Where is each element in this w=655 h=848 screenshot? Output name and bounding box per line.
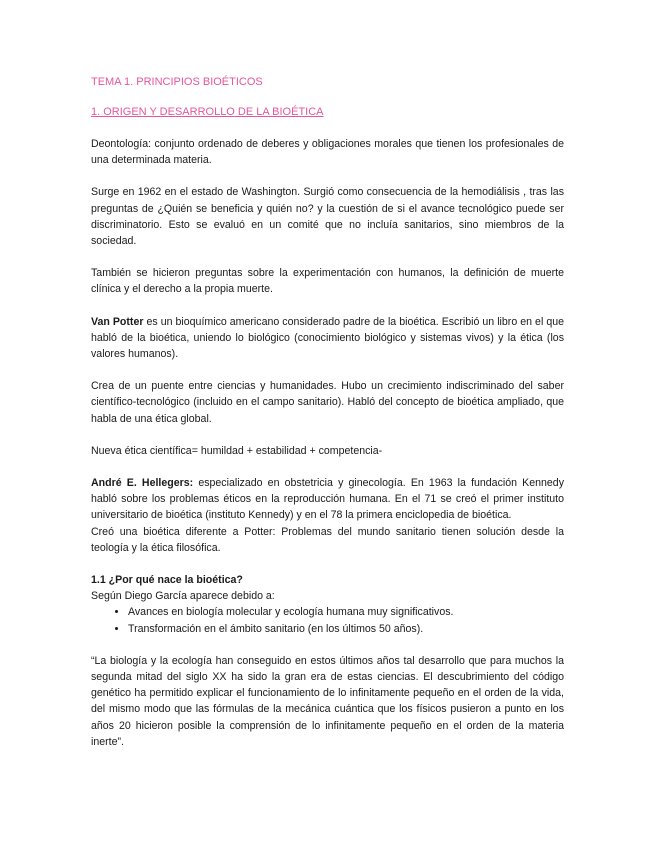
paragraph-surge: Surge en 1962 en el estado de Washington. Surgió como consecuencia de la hemodiálisis , tras las preguntas de ¿Quién se beneficia y quién no? y la cuestión de si el avance tecnológico puede ser discriminatorio. Esto se evaluó en un comité que no incluía sanitarios, sino miembros de la sociedad.	[91, 186, 564, 248]
paragraph-nueva-etica: Nueva ética científica= humildad + estabilidad + competencia-	[91, 444, 383, 457]
paragraph-deontologia: Deontología: conjunto ordenado de deberes y obligaciones morales que tienen los profesionales de una determinada materia.	[91, 138, 564, 167]
subsection-heading: 1.1 ¿Por qué nace la bioética?	[91, 574, 243, 587]
van-potter-text: es un bioquímico americano considerado padre de la bioética. Escribió un libro en el que habló de la bioética, uniendo lo biológico (conocimiento biológico y sistemas vivos) y la ética (los valores humanos).	[91, 315, 564, 361]
paragraph-van-potter	[91, 314, 564, 363]
paragraph-tambien: También se hicieron preguntas sobre la experimentación con humanos, la definición de muerte clínica y el derecho a la propia muerte.	[91, 267, 564, 296]
document-page	[91, 74, 564, 750]
hellegers-name: André E. Hellegers:	[91, 477, 194, 490]
quote-paragraph: “La biología y la ecología han conseguido en estos últimos años tal desarrollo que para muchos la segunda mitad del siglo XX ha sido la gran era de estas ciencias. El descubrimiento del código genético ha permitido explicar el funcionamiento de lo infinitamente pequeño en el orden de la vida, del mismo modo que las fórmulas de la mecánica cuántica que los físicos pusieron a punto en los años 20 hicieron posible la comprensión de lo infinitamente pequeño en el orden de la materia inerte”.	[91, 654, 564, 748]
list-item: • Transformación en el ámbito sanitario (en los últimos 50 años).	[128, 621, 564, 637]
subsection-intro: Según Diego García aparece debido a:	[91, 590, 275, 603]
list-item: • Avances en biología molecular y ecología humana muy significativos.	[128, 604, 564, 620]
hellegers-text: especializado en obstetricia y ginecología. En 1963 la fundación Kennedy habló sobre los problemas éticos en la reproducción humana. En el 71 se creó el primer instituto universitario de bioética (instituto Kennedy) y en el 78 la primera enciclopedia de bioética.	[91, 477, 564, 522]
paragraph-crea: Crea de un puente entre ciencias y humanidades. Hubo un crecimiento indiscriminado del saber científico-tecnológico (incluido en el campo sanitario). Habló del concepto de bioética ampliado, que habla de una ética global.	[91, 380, 564, 425]
section-heading: 1. ORIGEN Y DESARROLLO DE LA BIOÉTICA	[91, 106, 324, 118]
paragraph-creo: Creó una bioética diferente a Potter: Problemas del mundo sanitario tienen solución desde la teología y la ética filosófica.	[91, 525, 564, 554]
bullet-list	[91, 604, 564, 636]
document-title: TEMA 1. PRINCIPIOS BIOÉTICOS	[91, 76, 263, 88]
paragraph-hellegers	[91, 475, 564, 524]
van-potter-name: Van Potter	[91, 315, 144, 328]
